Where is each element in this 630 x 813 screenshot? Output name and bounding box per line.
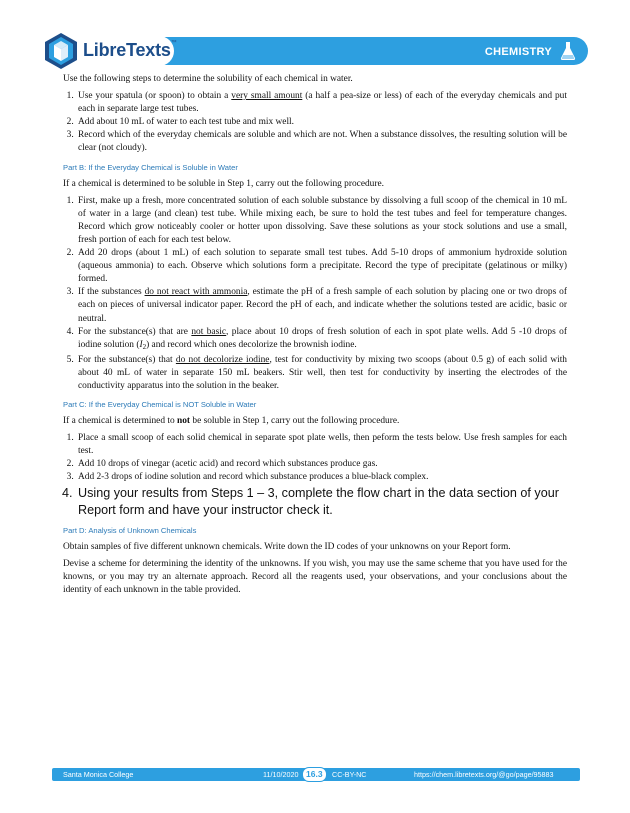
part-a-steps <box>63 90 567 155</box>
part-d-paragraph-2: Devise a scheme for determining the identity of the unknowns. If you wish, you may use the same scheme that you have used for the knowns, or you may try an alternate approach. Record all the reagents used, your observations, and your conclusions about the identity of each unknown in the table provided. <box>63 558 567 595</box>
part-d-heading: Part D: Analysis of Unknown Chemicals <box>63 525 197 535</box>
list-item: 2. Add 20 drops (about 1 mL) of each solution to separate small test tubes. Add 5-10 drops of ammonium hydroxide solution (aqueous ammonia) to each. Observe which solutions form a precipitate. Record the type of precipitate (gelatinous or milky) formed. <box>76 247 567 286</box>
list-item: 4. Using your results from Steps 1 – 3, complete the flow chart in the data section of your Report form and have your instructor check it. <box>76 485 567 519</box>
part-c-intro: If a chemical is determined to not be soluble in Step 1, carry out the following procedure. <box>63 416 400 427</box>
part-c-heading: Part C: If the Everyday Chemical is NOT Soluble in Water <box>63 400 257 410</box>
flask-icon <box>560 41 576 61</box>
intro-paragraph: Use the following steps to determine the solubility of each chemical in water. <box>63 74 353 84</box>
brand-name: LibreTexts™ <box>83 40 177 60</box>
subject-label[interactable]: CHEMISTRY <box>484 46 552 58</box>
list-item: 3. Record which of the everyday chemicals are soluble and which are not. When a substance dissolves, the resulting solution will be clear (not cloudy). <box>76 129 567 155</box>
list-item: 1. Place a small scoop of each solid chemical in separate spot plate wells, then peform the tests below. Use fresh samples for each test. <box>76 432 567 458</box>
list-item: 1. First, make up a fresh, more concentrated solution of each soluble substance by dissolving a full scoop of the chemical in 10 mL of water in a large (and clean) test tube. While mixing each, be sure to hold the test tubes and feel for temperature changes. Record which grow noticeably cooler or hotter upon dissolving. Save these solutions as your stock solutions and use a small, fresh portion of each for each test below. <box>76 195 567 247</box>
footer-institution: Santa Monica College <box>63 770 134 779</box>
list-item: 1. Use your spatula (or spoon) to obtain a very small amount (a half a pea-size or less) of each of the everyday chemicals and put each in separate large test tubes. <box>76 90 567 116</box>
footer-license[interactable]: CC-BY-NC <box>332 770 367 779</box>
part-c-steps <box>63 432 567 518</box>
page-number-badge: 16.3 <box>302 767 327 782</box>
part-b-steps <box>63 195 567 393</box>
page-content <box>63 73 567 601</box>
part-b-heading: Part B: If the Everyday Chemical is Soluble in Water <box>63 162 238 172</box>
part-b-intro: If a chemical is determined to be soluble in Step 1, carry out the following procedure. <box>63 178 384 189</box>
list-item: 2. Add about 10 mL of water to each test tube and mix well. <box>76 116 567 129</box>
page-header <box>40 34 588 68</box>
page-footer <box>52 768 580 781</box>
list-item: 3. If the substances do not react with ammonia, estimate the pH of a fresh sample of each solution by placing one or two drops of each on pieces of universal indicator paper. Record the pH of each, and indicate whether the solutions tested are acidic, basic or neutral. <box>76 286 567 325</box>
footer-url-link[interactable]: https://chem.libretexts.org/@go/page/95883 <box>414 770 554 779</box>
part-d-paragraph-1: Obtain samples of five different unknown chemicals. Write down the ID codes of your unknowns on your Report form. <box>63 541 511 552</box>
list-item: 2. Add 10 drops of vinegar (acetic acid) and record which substances produce gas. <box>76 458 567 471</box>
list-item: 3. Add 2-3 drops of iodine solution and record which substance produces a blue-black complex. <box>76 471 567 484</box>
list-item: 4. For the substance(s) that are not basic, place about 10 drops of fresh solution of each in spot plate wells. Add 5 -10 drops of iodine solution $(I_2)$ and record which ones decolorize the brownish iodine. <box>76 326 567 354</box>
list-item: 5. For the substance(s) that do not decolorize iodine, test for conductivity by mixing two scoops (about 0.5 g) of each solid with about 40 mL of water in separate 150 mL beakers. Stir well, then test for conductivity by inserting the electrodes of the conductivity apparatus into the solution in the beaker. <box>76 354 567 393</box>
libretexts-logo[interactable] <box>40 30 180 72</box>
footer-date: 11/10/2020 <box>263 770 299 779</box>
libretexts-hex-icon <box>40 30 82 72</box>
